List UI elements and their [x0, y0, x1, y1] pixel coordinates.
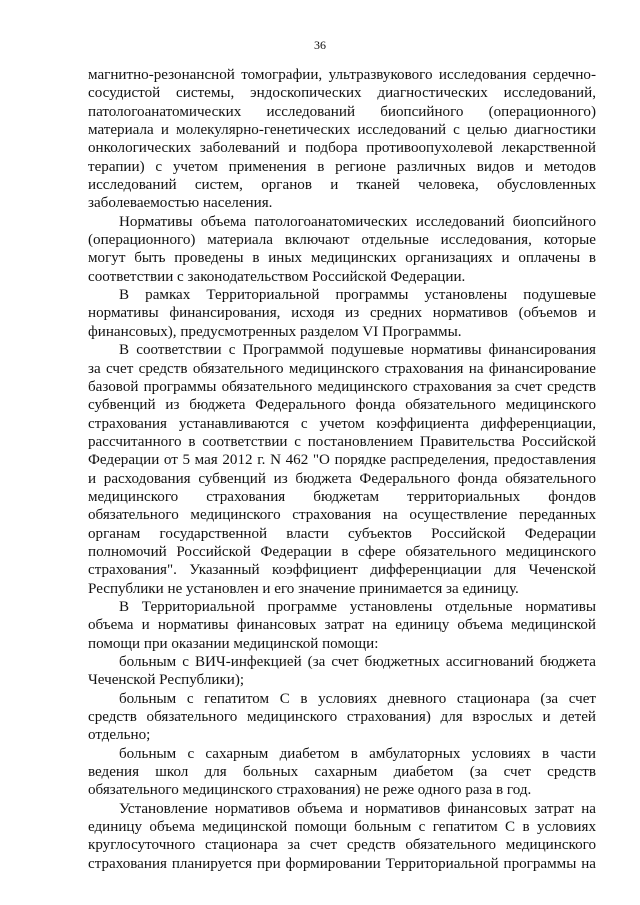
text-line: больным с сахарным диабетом в амбулаторных условиях в части [119, 745, 596, 762]
page-number: 36 [314, 38, 326, 52]
text-line: круглосуточного стационара за счет средств обязательного медицинского [88, 837, 596, 854]
text-line: полномочий Российской Федерации в сфере обязательного медицинского [88, 543, 596, 560]
text-line: объема и нормативы финансовых затрат на единицу объема медицинской [88, 617, 596, 634]
text-line: ведения школ для больных сахарным диабетом (за счет средств [88, 764, 596, 781]
text-line: В рамках Территориальной программы установлены подушевые [119, 287, 596, 304]
text-line: онкологических заболеваний и подбора противоопухолевой лекарственной [88, 140, 596, 157]
text-line: Нормативы объема патологоанатомических исследований биопсийного [119, 213, 596, 230]
text-line: обязательного медицинского страхования на осуществление переданных [88, 507, 596, 524]
text-line: за счет средств обязательного медицинского страхования на финансирование [88, 360, 596, 377]
text-line: патологоанатомических исследований биопсийного (операционного) [88, 103, 596, 120]
text-line: субвенций из бюджета Федерального фонда обязательного медицинского [88, 397, 596, 414]
text-line: В соответствии с Программой подушевые нормативы финансирования [119, 342, 596, 359]
text-line: средств обязательного медицинского страхования) для взрослых и детей [88, 709, 596, 726]
text-line: Чеченской Республики); [88, 672, 245, 689]
text-line: исследований систем, органов и тканей человека, обусловленных [88, 177, 596, 194]
text-line: больным с ВИЧ-инфекцией (за счет бюджетных ассигнований бюджета [119, 654, 596, 670]
text-line: базовой программы обязательного медицинского страхования за счет средств [88, 378, 596, 395]
text-line: материала и молекулярно-генетических исследований с целью диагностики [88, 122, 596, 139]
text-line: соответствии с законодательством Российской Федерации. [88, 268, 466, 285]
text-line: заболеваемостью населения. [88, 195, 273, 212]
text-line: единицу объема медицинской помощи больным с гепатитом С в условиях [88, 819, 596, 836]
text-line: Республики не установлен и его значение принимается за единицу. [88, 580, 519, 597]
text-line: страхования устанавливаются с учетом коэффициента дифференциации, [88, 415, 596, 432]
text-line: Установление нормативов объема и нормативов финансовых затрат на [119, 800, 596, 817]
text-line: рассчитанного в соответствии с постановлением Правительства Российской [88, 433, 596, 450]
text-line: обязательного медицинского страхования) не реже одного раза в год. [88, 782, 532, 799]
text-line: нормативы финансирования, исходя из средних нормативов (объемов и [88, 305, 596, 322]
text-line: органам государственной власти субъектов Российской Федерации [88, 525, 596, 542]
text-line: В Территориальной программе установлены отдельные нормативы [119, 598, 596, 615]
text-line: (операционного) материала включают отдельные исследования, которые [88, 232, 596, 249]
text-line: помощи при оказании медицинской помощи: [88, 635, 379, 652]
text-line: медицинского страхования бюджетам территориальных фондов [88, 488, 596, 505]
text-line: страхования". Указанный коэффициент дифференциации для Чеченской [88, 562, 596, 579]
text-line: терапии) с учетом применения в регионе различных видов и методов [88, 158, 596, 175]
text-line: сосудистой системы, эндоскопических диагностических исследований, [88, 85, 596, 102]
text-line: могут быть проведены в иных медицинских организациях и оплачены в [88, 250, 596, 267]
document-body [88, 66, 596, 873]
text-line: больным с гепатитом С в условиях дневного стационара (за счет [119, 690, 596, 707]
text-line: магнитно-резонансной томографии, ультразвукового исследования сердечно- [88, 67, 596, 83]
text-line: финансовых), предусмотренных разделом VI Программы. [88, 323, 462, 340]
text-line: и расходования субвенций из бюджета Федерального фонда обязательного [88, 470, 596, 487]
text-line: страхования планируется при формировании Территориальной программы на [88, 855, 596, 872]
text-line: Федерации от 5 мая 2012 г. N 462 "О порядке распределения, предоставления [88, 452, 596, 469]
text-line: отдельно; [88, 727, 151, 744]
